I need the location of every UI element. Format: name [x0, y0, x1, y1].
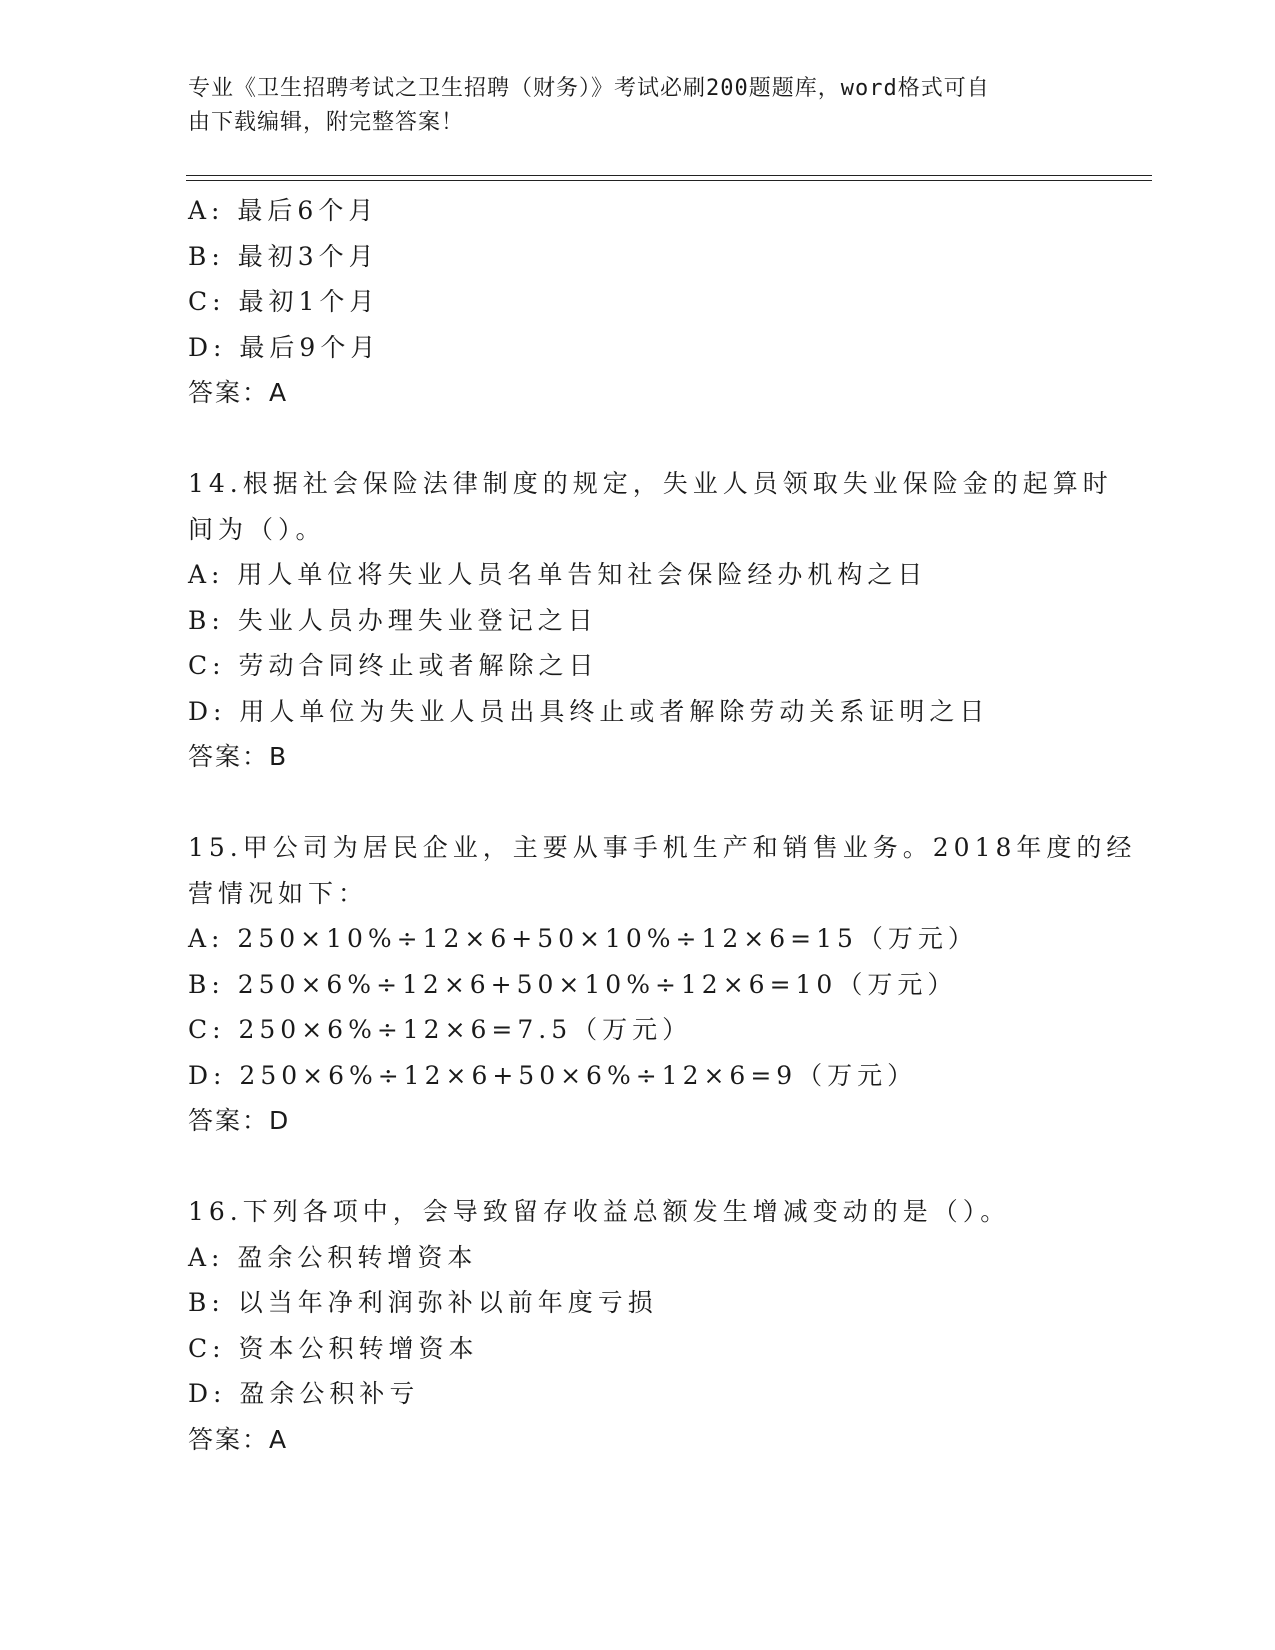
option-c: C: 最初1个月: [188, 287, 380, 316]
option-d: D: 盈余公积补亏: [188, 1379, 420, 1408]
answer-line: 答案：D: [188, 1106, 291, 1135]
question-15: [188, 825, 1137, 1144]
header-line-2: 由下载编辑，附完整答案！: [188, 110, 465, 135]
spacer: [188, 780, 1088, 826]
option-a: A: 最后6个月: [188, 196, 379, 225]
answer-line: 答案：B: [188, 742, 289, 771]
question-list: [188, 188, 1137, 1462]
option-c: C: 250×6%÷12×6=7.5（万元）: [188, 1015, 693, 1044]
answer-line: 答案：A: [188, 1424, 289, 1454]
document-header: [188, 72, 1068, 140]
question-stem-continued: 营情况如下：: [188, 878, 369, 908]
question-13: [188, 188, 1088, 416]
option-a: A: 250×10%÷12×6+50×10%÷12×6=15（万元）: [188, 924, 978, 953]
option-b: B: 250×6%÷12×6+50×10%÷12×6=10（万元）: [188, 969, 958, 999]
header-divider-top: [186, 175, 1152, 176]
answer-line: 答案：A: [188, 378, 289, 407]
question-stem: 16.下列各项中，会导致留存收益总额发生增减变动的是（）。: [188, 1197, 1011, 1226]
option-a: A: 用人单位将失业人员名单告知社会保险经办机构之日: [188, 560, 928, 589]
option-c: C: 资本公积转增资本: [188, 1333, 479, 1363]
question-stem: 14.根据社会保险法律制度的规定，失业人员领取失业保险金的起算时: [188, 469, 1113, 498]
header-divider-bottom: [186, 180, 1152, 181]
spacer: [188, 1144, 1088, 1190]
option-b: B: 以当年净利润弥补以前年度亏损: [188, 1288, 658, 1317]
header-line-1: 专业《卫生招聘考试之卫生招聘（财务）》考试必刷200题题库，word格式可自: [188, 76, 990, 101]
option-d: D: 250×6%÷12×6+50×6%÷12×6=9（万元）: [188, 1060, 918, 1090]
spacer: [188, 416, 1088, 462]
option-d: D: 最后9个月: [188, 332, 381, 362]
question-stem-continued: 间为（）。: [188, 514, 326, 544]
option-a: A: 盈余公积转增资本: [188, 1242, 478, 1272]
question-stem: 15.甲公司为居民企业，主要从事手机生产和销售业务。2018年度的经: [188, 833, 1137, 862]
option-b: B: 失业人员办理失业登记之日: [188, 605, 598, 635]
option-b: B: 最初3个月: [188, 241, 379, 271]
question-16: [188, 1189, 1088, 1462]
question-14: [188, 461, 1113, 780]
option-c: C: 劳动合同终止或者解除之日: [188, 651, 599, 680]
option-d: D: 用人单位为失业人员出具终止或者解除劳动关系证明之日: [188, 696, 990, 726]
